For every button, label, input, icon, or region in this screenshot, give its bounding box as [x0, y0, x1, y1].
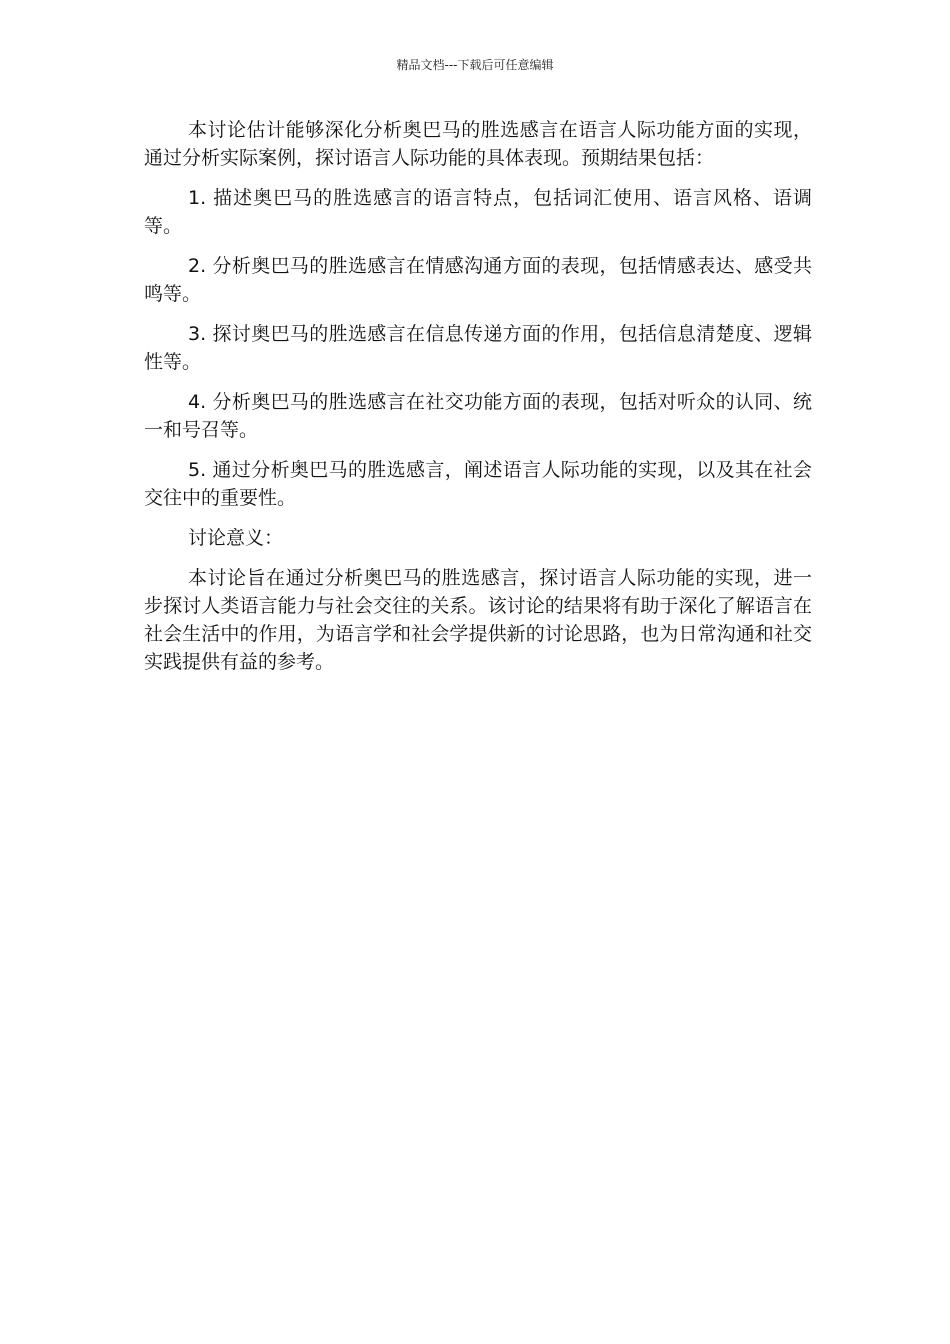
- result-item-2: 2. 分析奥巴马的胜选感言在情感沟通方面的表现，包括情感表达、感受共鸣等。: [144, 255, 812, 305]
- document-body: [144, 116, 812, 688]
- significance-paragraph: 本讨论旨在通过分析奥巴马的胜选感言，探讨语言人际功能的实现，进一步探讨人类语言能力与社会交往的关系。该讨论的结果将有助于深化了解语言在社会生活中的作用，为语言学和社会学提供新的讨论思路，也为日常沟通和社交实践提供有益的参考。: [144, 567, 812, 673]
- result-item-1: 1. 描述奥巴马的胜选感言的语言特点，包括词汇使用、语言风格、语调等。: [144, 187, 812, 237]
- result-item-4: 4. 分析奥巴马的胜选感言在社交功能方面的表现，包括对听众的认同、统一和号召等。: [144, 391, 812, 441]
- page-header: 精品文档---下载后可任意编辑: [396, 58, 554, 72]
- significance-heading: 讨论意义：: [188, 527, 284, 549]
- result-item-5: 5. 通过分析奥巴马的胜选感言，阐述语言人际功能的实现，以及其在社会交往中的重要性。: [144, 459, 812, 509]
- intro-paragraph: 本讨论估计能够深化分析奥巴马的胜选感言在语言人际功能方面的实现，通过分析实际案例，探讨语言人际功能的具体表现。预期结果包括：: [144, 119, 812, 169]
- result-item-3: 3. 探讨奥巴马的胜选感言在信息传递方面的作用，包括信息清楚度、逻辑性等。: [144, 323, 812, 373]
